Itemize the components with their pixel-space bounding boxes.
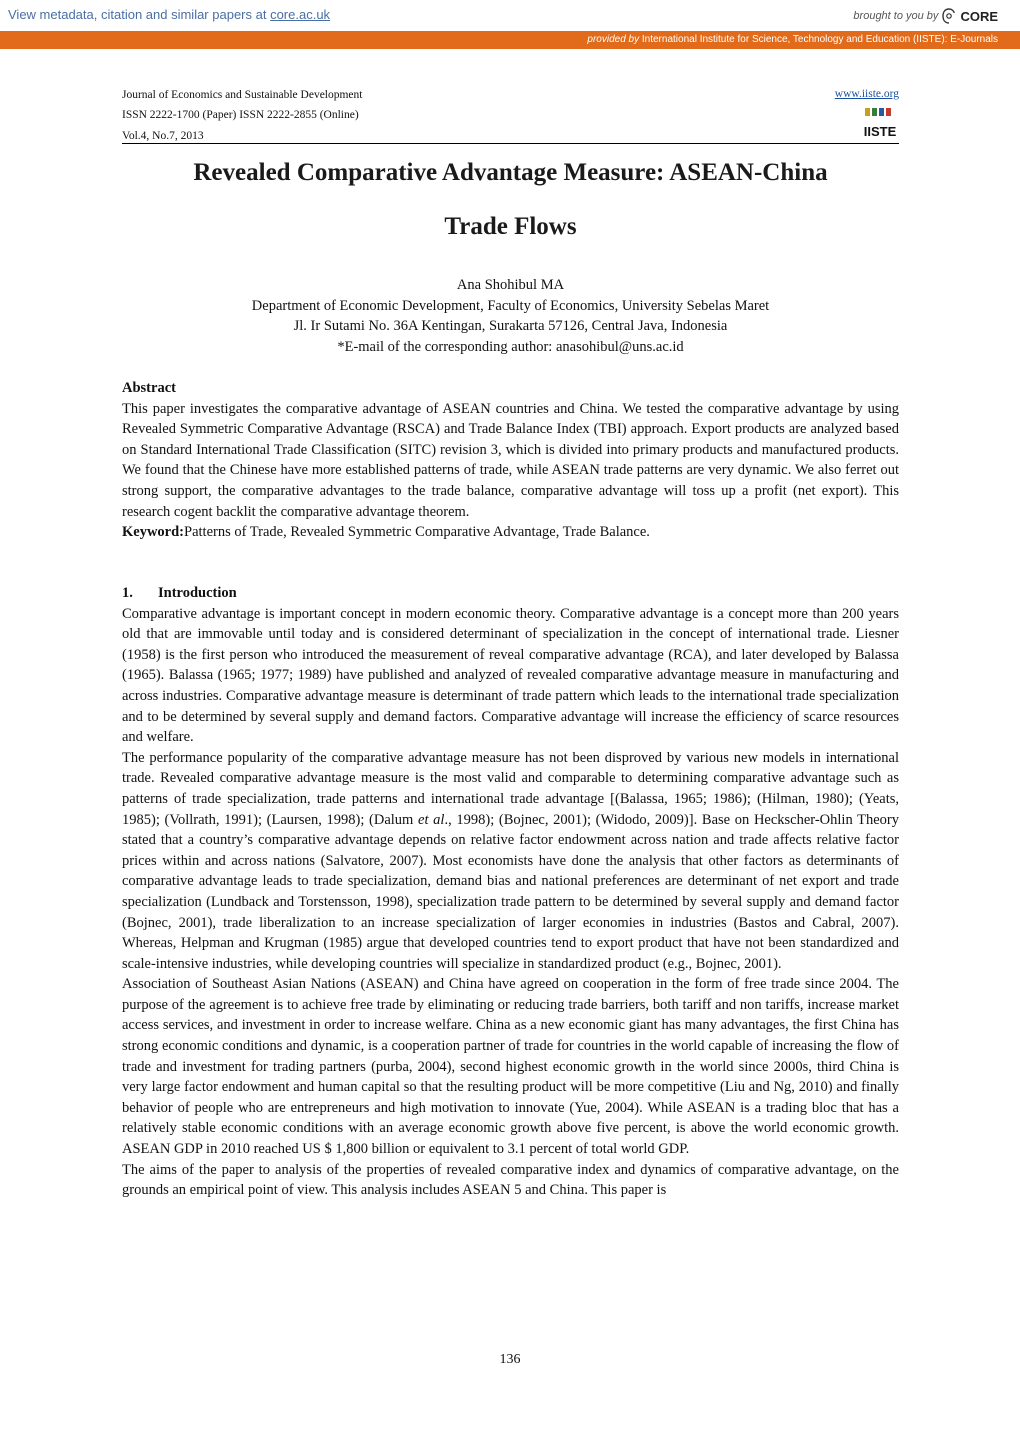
journal-url-link[interactable]: www.iiste.org [834, 88, 899, 100]
core-banner [0, 0, 1020, 31]
core-link-prefix: View metadata, citation and similar papers at [8, 7, 271, 22]
core-provider-bar [0, 31, 1020, 49]
journal-issn: ISSN 2222-1700 (Paper) ISSN 2222-2855 (Online) [122, 109, 359, 121]
journal-header [122, 88, 899, 144]
brought-by-label: brought to you by [853, 10, 939, 22]
intro-paragraph-4: The aims of the paper to analysis of the properties of revealed comparative index and dynamics of comparative advantage, on the grounds an empirical point of view. This analysis includes ASEAN 5 and China. This paper is [122, 1161, 899, 1199]
core-metadata-link[interactable] [8, 7, 330, 22]
page-number: 136 [499, 1352, 521, 1367]
author-email: *E-mail of the corresponding author: anasohibul@uns.ac.id [337, 338, 684, 355]
author-address: Jl. Ir Sutami No. 36A Kentingan, Surakarta 57126, Central Java, Indonesia [293, 318, 728, 334]
intro-p2-part-b: ., 1998); (Bojnec, 2001); (Widodo, 2009)]. Base on Heckscher-Ohlin Theory stated that a country’s comparative advantage depends on relative factor endowment across nation and trade affects relative factor prices within and across nations (Salvatore, 2007). Most economists have done the analysis that other factors as determinants of comparative advantage leads to trade specialization, demand bias and national preferences are determinant of net export and trade specialization (Lundback and Torstensson, 1998), specialization trade pattern to be determined by several supply and demand factor (Bojnec, 2001), trade liberalization to an increase specialization of larger economies in industries (Bastos and Cabral, 2007). Whereas, Helpman and Krugman (1985) argue that developed countries tend to export product that have not been standardized and scale-intensive industries, while developing countries will specialize in standardized product (e.g., Bojnec, 2001). [122, 811, 899, 972]
paper-title-line1: Revealed Comparative Advantage Measure: ASEAN-China [193, 159, 828, 186]
intro-paragraph-1: Comparative advantage is important concept in modern economic theory. Comparative advantage is a concept more than 200 years old that are immovable until today and is considered determinant of specialization in the concept of international trade. Liesner (1958) is the first person who introduced the measurement of reveal comparative advantage (RCA), and later developed by Balassa (1965). Balassa (1965; 1977; 1989) have published and analyzed of revealed comparative advantage measure in manufacturing and across industries. Comparative advantage measure is determinant of trade pattern which leads to the international trade specialization and to be determined by several supply and demand factors. Comparative advantage will increase the efficiency of scarce resources and welfare. [122, 605, 899, 746]
iiste-logo-icon [863, 106, 897, 140]
provided-by-label: provided by [587, 34, 640, 45]
core-logo-icon [942, 8, 956, 24]
keyword-label: Keyword: [122, 524, 185, 541]
core-link-url: core.ac.uk [270, 7, 331, 22]
paper-title-line2: Trade Flows [444, 213, 577, 240]
intro-p2-et-al: et al [418, 811, 445, 828]
abstract-section [122, 378, 899, 543]
abstract-text: This paper investigates the comparative advantage of ASEAN countries and China. We tested the comparative advantage by using Revealed Symmetric Comparative Advantage (RSCA) and Trade Balance Index (TBI) approach. Export products are analyzed based on Standard International Trade Classification (SITC) revision 3, which is divided into primary products and manufactured products. We found that the Chinese have more established patterns of trade, while ASEAN trade patterns are very dynamic. We also ferret out strong support, the comparative advantages to the trade balance, comparative advantage will toss up a profit (net export). This research cogent backlit the comparative advantage theorem. [122, 400, 899, 520]
brought-to-you-by [853, 8, 998, 24]
keyword-list: Patterns of Trade, Revealed Symmetric Comparative Advantage, Trade Balance. [184, 524, 650, 541]
introduction-section [122, 583, 899, 1201]
provider-name: International Institute for Science, Technology and Education (IISTE): E-Journals [641, 34, 998, 45]
author-department: Department of Economic Development, Faculty of Economics, University Sebelas Maret [251, 297, 770, 314]
journal-volume: Vol.4, No.7, 2013 [122, 130, 204, 142]
author-name: Ana Shohibul MA [456, 277, 565, 293]
author-block [122, 275, 899, 357]
intro-section-number: 1. [122, 585, 133, 601]
intro-paragraph-3: Association of Southeast Asian Nations (ASEAN) and China have agreed on cooperation in the form of free trade since 2004. The purpose of the agreement is to achieve free trade by eliminating or reducing trade barriers, both tariff and non tariffs, increase market access services, and investment in order to increase welfare. China as a new economic giant has many advantages, the first China has strong economic conditions and dynamic, is a cooperation partner of trade for countries in the world capable of increasing the flow of trade and investment for trading partners (purba, 2004), second highest economic growth in the world since 2000s, third China is very large factor endowment and human capital so that the resulting product will be more competitive (Liu and Ng, 2010) and finally behavior of people who are entrepreneurs and high motivation to innovate (Yue, 2004). While ASEAN is a trading bloc that has a relatively stable economic conditions with an average economic growth above five percent, is above the world economic growth. ASEAN GDP in 2010 reached US $ 1,800 billion or equivalent to 3.1 percent of total world GDP. [122, 976, 899, 1158]
core-brand: CORE [960, 8, 998, 24]
abstract-heading: Abstract [122, 380, 176, 396]
keywords-line [122, 522, 899, 543]
header-rule [122, 143, 899, 144]
intro-heading-text: Introduction [158, 585, 237, 601]
intro-heading [122, 583, 899, 604]
journal-name: Journal of Economics and Sustainable Development [122, 89, 363, 101]
iiste-logo-text: IISTE [863, 124, 897, 139]
intro-p2-part-a: The performance popularity of the comparative advantage measure has not been disproved by various new models in international trade. Revealed comparative advantage measure is the most valid and comparable to determining comparative advantage such as patterns of trade specialization, trade patterns and international trade advantage [(Balassa, 1965; 1986); (Hilman, 1980); (Yeats, 1985); (Vollrath, 1991); (Laursen, 1998); (Dalum [122, 749, 899, 828]
intro-paragraph-2 [122, 748, 899, 975]
